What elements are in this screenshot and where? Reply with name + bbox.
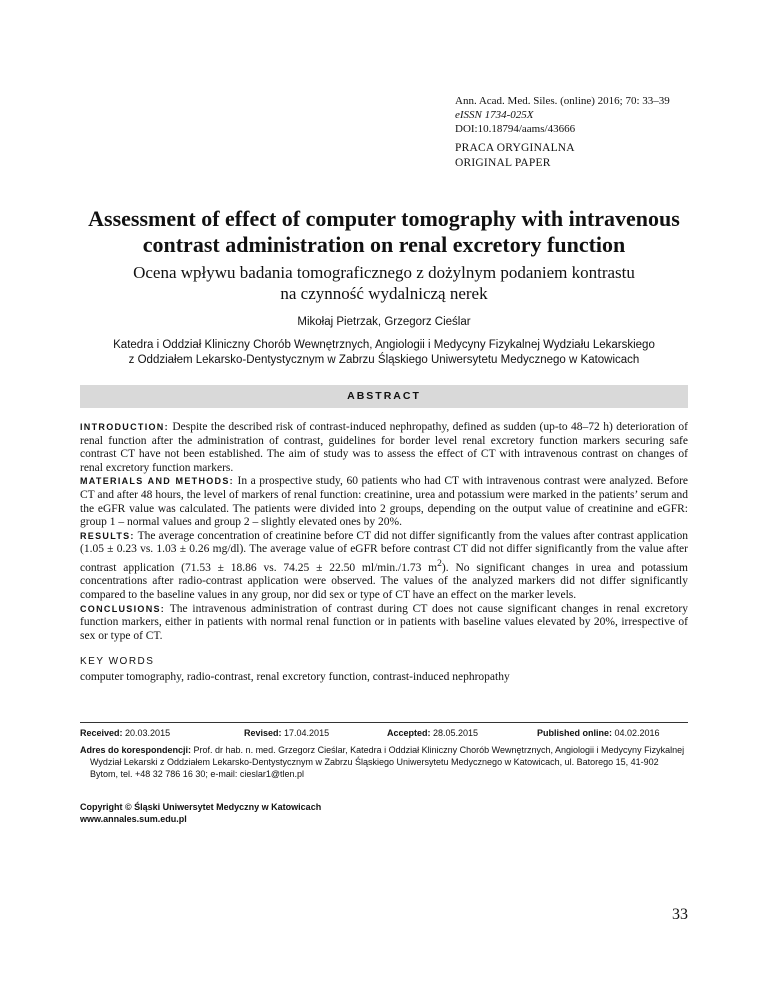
paper-title-line1: Assessment of effect of computer tomography with intravenous <box>88 206 680 231</box>
received-label: Received: <box>80 728 123 738</box>
abstract-results <box>80 530 688 603</box>
keywords-text: computer tomography, radio-contrast, renal excretory function, contrast-induced nephropathy <box>80 671 510 683</box>
affiliation-line2: z Oddziałem Lekarsko-Dentystycznym w Zabrzu Śląskiego Uniwersytetu Medycznego w Katowicach <box>128 354 640 366</box>
results-text-a: The average concentration of creatinine before CT did not differ significantly from the values after contrast application (1.05 ± 0.23 vs. 1.03 ± 0.26 mg/dl). The average value of eGFR before contrast CT did not differ significantly from the value after contrast application (71.53 ± 18.86 vs. 74.25 ± 22.50 ml/min./1.73 m <box>80 529 688 574</box>
copyright-line: Copyright © Śląski Uniwersytet Medyczny w Katowicach <box>80 802 322 812</box>
affiliation-line1: Katedra i Oddział Kliniczny Chorób Wewnętrznych, Angiologii i Medycyny Fizykalnej Wydziału Lekarskiego <box>113 339 655 351</box>
journal-website: www.annales.sum.edu.pl <box>80 814 187 824</box>
abstract-body <box>80 421 688 643</box>
results-text-b: ). No significant changes in urea and potassium concentrations after radio-contrast application were observed. The values of the analyzed markers did not differ significantly compared to the baseline values in any group, nor did sex or type of CT have an effect on the marker levels. <box>80 561 688 601</box>
conclusions-text: The intravenous administration of contrast during CT does not cause significant changes in renal excretory function markers, either in patients with normal renal function or in patients with baseline values elevated by 20%, irrespective of sex or type of CT. <box>80 602 688 642</box>
methods-text: In a prospective study, 60 patients who had CT with intravenous contrast were analyzed. Before CT and after 48 hours, the level of markers of renal function: creatinine, urea and potassium were marked in the patients’ serum and the eGFR value was calculated. The patients were divided into 2 groups, depending on the output value of creatinine and eGFR: group 1 – normal values and group 2 – slightly elevated ones by 20%. <box>80 475 689 529</box>
copyright <box>80 801 321 825</box>
paper-title-line2: contrast administration on renal excretory function <box>142 232 626 257</box>
published-value: 04.02.2016 <box>612 728 660 738</box>
conclusions-label: CONCLUSIONS: <box>80 603 166 614</box>
journal-meta <box>455 94 670 136</box>
abstract-header: ABSTRACT <box>80 385 688 408</box>
paper-subtitle-line1: Ocena wpływu badania tomograficznego z dożylnym podaniem kontrastu <box>133 263 635 282</box>
authors: Mikołaj Pietrzak, Grzegorz Cieślar <box>297 316 471 328</box>
paper-subtitle <box>60 262 708 304</box>
paper-subtitle-line2: na czynność wydalniczą nerek <box>280 284 488 303</box>
paper-type <box>455 141 575 171</box>
introduction-text: Despite the described risk of contrast-induced nephropathy, defined as sudden (up-to 48–72 h) deterioration of renal function after the administration of contrast, guidelines for border level renal excretory function markers securing safe contrast CT have not been established. The aim of study was to assess the effect of CT with intravenous contrast on changes of renal excretory function markers. <box>80 421 688 474</box>
paper-type-en: ORIGINAL PAPER <box>455 157 551 169</box>
abstract-introduction <box>80 421 688 475</box>
paper-title <box>60 206 708 258</box>
abstract-conclusions <box>80 603 688 644</box>
published-date <box>537 728 660 738</box>
revised-label: Revised: <box>244 728 282 738</box>
affiliation <box>40 338 728 368</box>
correspondence-line2: Wydział Lekarski z Oddziałem Lekarsko-Dentystycznym w Zabrzu Śląskiego Uniwersytetu Medycznego w Katowicach, ul. Batorego 15, 41-902 <box>90 757 659 767</box>
keywords-label: KEY WORDS <box>80 656 155 667</box>
accepted-value: 28.05.2015 <box>430 728 479 738</box>
revised-value: 17.04.2015 <box>281 728 330 738</box>
introduction-label: INTRODUCTION: <box>80 422 169 432</box>
journal-doi: DOI:10.18794/aams/43666 <box>455 123 576 135</box>
results-superscript: 2 <box>437 557 442 569</box>
accepted-date <box>387 728 478 738</box>
footer-divider <box>80 722 688 723</box>
methods-label: MATERIALS AND METHODS: <box>80 476 234 487</box>
paper-type-pl: PRACA ORYGINALNA <box>455 142 575 154</box>
correspondence <box>80 744 688 780</box>
correspondence-line3: Bytom, tel. +48 32 786 16 30; e-mail: cieslar1@tlen.pl <box>90 769 305 779</box>
accepted-label: Accepted: <box>387 728 431 738</box>
received-date <box>80 728 170 738</box>
page-number: 33 <box>672 906 688 923</box>
journal-eissn: eISSN 1734-025X <box>455 109 534 121</box>
journal-citation: Ann. Acad. Med. Siles. (online) 2016; 70: 33–39 <box>455 95 670 107</box>
results-label: RESULTS: <box>80 530 135 541</box>
revised-date <box>244 728 329 738</box>
received-value: 20.03.2015 <box>122 728 171 738</box>
correspondence-text1: Prof. dr hab. n. med. Grzegorz Cieślar, Katedra i Oddział Kliniczny Chorób Wewnętrznych, Angiologii i Medycyny Fizykalnej <box>191 745 685 755</box>
correspondence-label: Adres do korespondencji: <box>80 745 192 755</box>
correspondence-line1 <box>80 744 688 756</box>
abstract-methods <box>80 475 688 529</box>
published-label: Published online: <box>537 728 613 738</box>
